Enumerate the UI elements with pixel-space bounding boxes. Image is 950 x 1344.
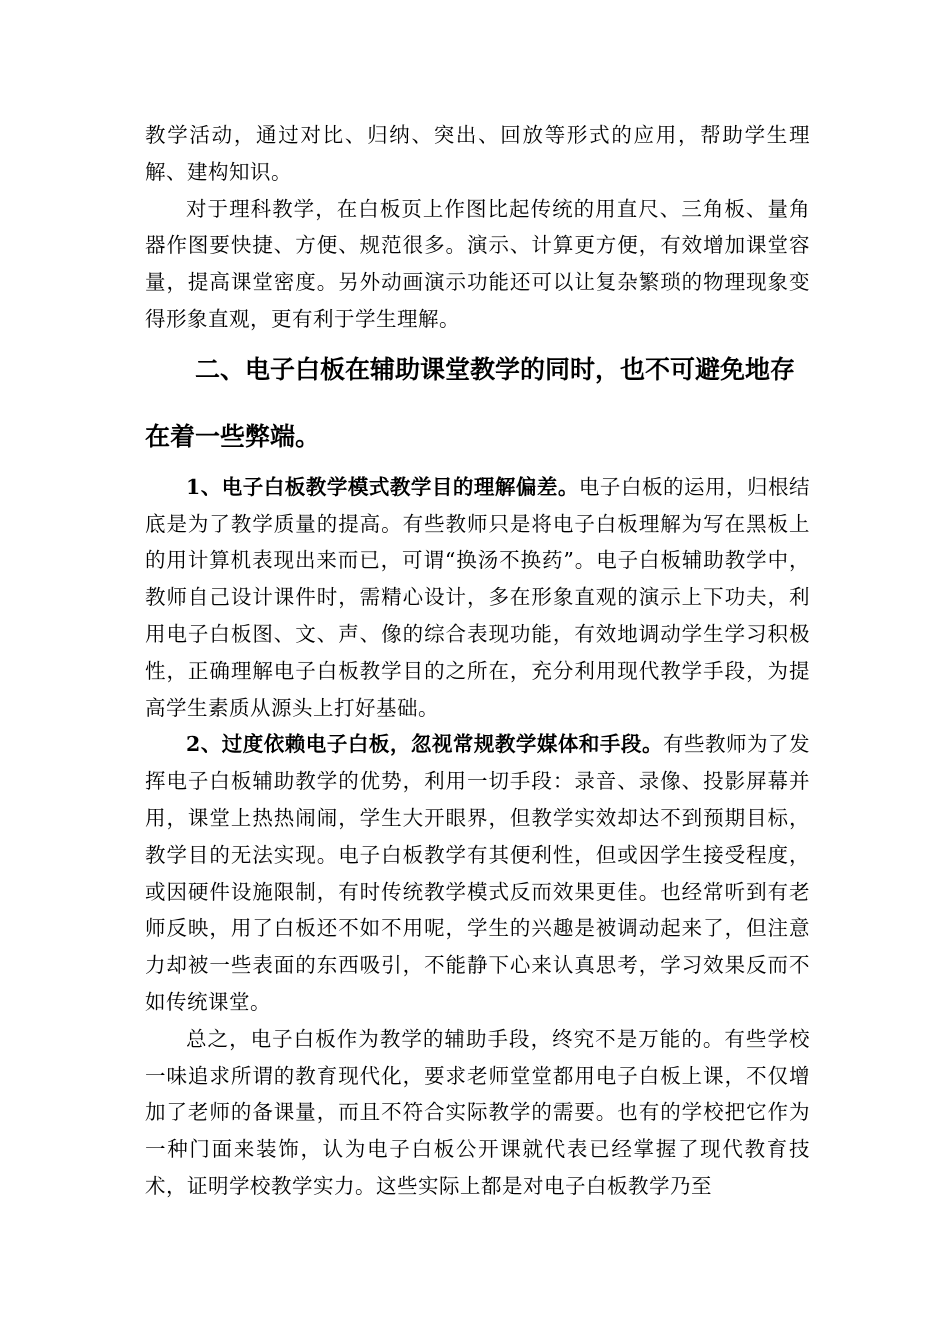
document-page — [145, 117, 810, 1205]
paragraph-point-2 — [145, 726, 810, 1020]
paragraph-science-teaching: 对于理科教学，在白板页上作图比起传统的用直尺、三角板、量角器作图要快捷、方便、规范很多。演示、计算更方便，有效增加课堂容量，提高课堂密度。另外动画演示功能还可以让复杂繁琐的物理现象变得形象直观，更有利于学生理解。 — [145, 196, 810, 331]
section-heading-line2: 在着一些弊端。 — [145, 421, 321, 451]
section-heading-line1: 二、电子白板在辅助课堂教学的同时，也不可避免地存 — [195, 354, 796, 384]
point-1-lead: 1、电子白板教学模式教学目的理解偏差。 — [186, 474, 579, 499]
point-2-lead: 2、过度依赖电子白板，忽视常规教学媒体和手段。 — [186, 732, 663, 757]
paragraph-point-1 — [145, 469, 810, 727]
point-2-body: 有些教师为了发挥电子白板辅助教学的优势，利用一切手段：录音、录像、投影屏幕并用，课堂上热热闹闹，学生大开眼界，但教学实效却达不到预期目标，教学目的无法实现。电子白板教学有其便利性，但或因学生接受程度，或因硬件设施限制，有时传统教学模式反而效果更佳。也经常听到有老师反映，用了白板还不如不用呢，学生的兴趣是被调动起来了，但注意力却被一些表面的东西吸引，不能静下心来认真思考，学习效果反而不如传统课堂。 — [145, 732, 811, 1014]
point-1-body: 电子白板的运用，归根结底是为了教学质量的提高。有些教师只是将电子白板理解为写在黑板上的用计算机表现出来而已，可谓“换汤不换药”。电子白板辅助教学中，教师自己设计课件时，需精心设计，多在形象直观的演示上下功夫，利用电子白板图、文、声、像的综合表现功能，有效地调动学生学习积极性，正确理解电子白板教学目的之所在，充分利用现代教学手段，为提高学生素质从源头上打好基础。 — [145, 474, 811, 720]
paragraph-continued: 教学活动，通过对比、归纳、突出、回放等形式的应用，帮助学生理解、建构知识。 — [145, 123, 810, 184]
paragraph-summary: 总之，电子白板作为教学的辅助手段，终究不是万能的。有些学校一味追求所谓的教育现代化，要求老师堂堂都用电子白板上课，不仅增加了老师的备课量，而且不符合实际教学的需要。也有的学校把它作为一种门面来装饰，认为电子白板公开课就代表已经掌握了现代教育技术，证明学校教学实力。这些实际上都是对电子白板教学乃至 — [145, 1026, 810, 1198]
